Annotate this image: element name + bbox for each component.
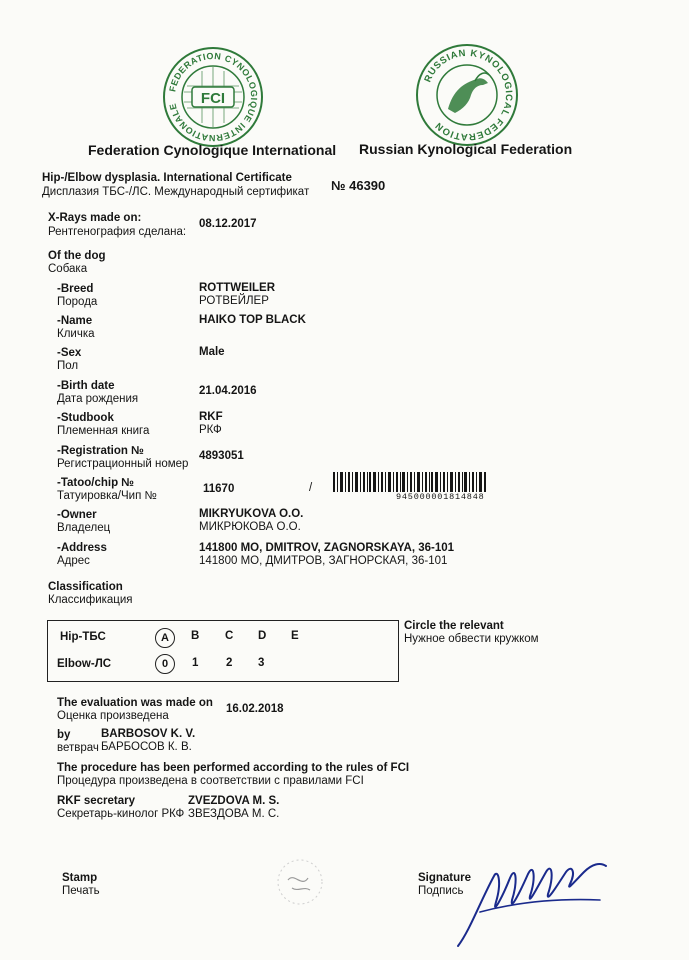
circle-note-ru: Нужное обвести кружком <box>404 633 539 645</box>
elbow-grade-0-circled: 0 <box>155 654 175 674</box>
birth-label-ru: Дата рождения <box>57 393 139 405</box>
registration-label-en: -Registration № <box>57 445 144 457</box>
registration-value-en: 4893051 <box>199 450 244 462</box>
signature-label-en: Signature <box>418 872 472 884</box>
procedure-en: The procedure has been performed according to the rules of FCI <box>57 762 410 774</box>
by-label-ru: ветврач <box>57 742 99 754</box>
evaluation-label-en: The evaluation was made on <box>57 697 213 709</box>
circle-note-en: Circle the relevant <box>404 620 504 632</box>
vet-name-en: BARBOSOV K. V. <box>101 728 196 740</box>
fci-name: Federation Cynologique International <box>88 142 337 158</box>
breed-label-en: -Breed <box>57 283 94 295</box>
vet-name-ru: БАРБОСОВ К. В. <box>101 741 192 753</box>
fci-center-text: FCI <box>200 90 226 107</box>
xray-date: 08.12.2017 <box>199 218 257 230</box>
tattoo-label-ru: Татуировка/Чип № <box>57 490 157 502</box>
stamp-label-en: Stamp <box>62 872 98 884</box>
by-label-en: by <box>57 729 71 741</box>
certificate-title-ru: Дисплазия ТБС-/ЛС. Международный сертификат <box>42 186 310 198</box>
birth-label-en: -Birth date <box>57 380 115 392</box>
owner-label-en: -Owner <box>57 509 97 521</box>
address-label-en: -Address <box>57 542 107 554</box>
chip-number: 945000001814848 <box>396 492 485 502</box>
hip-grade-b: B <box>191 630 200 642</box>
evaluation-label-ru: Оценка произведена <box>57 710 169 722</box>
breed-value-en: ROTTWEILER <box>199 282 276 294</box>
owner-label-ru: Владелец <box>57 522 111 534</box>
sex-label-ru: Пол <box>57 360 79 372</box>
hip-grade-a-circled: A <box>155 628 175 648</box>
breed-label-ru: Порода <box>57 296 98 308</box>
classification-heading-en: Classification <box>48 581 123 593</box>
rkf-name: Russian Kynological Federation <box>359 141 573 157</box>
secretary-label-en: RKF secretary <box>57 795 135 807</box>
signature-label-ru: Подпись <box>418 885 464 897</box>
classification-box <box>47 620 399 682</box>
elbow-label: Elbow-ЛС <box>57 658 112 670</box>
procedure-ru: Процедура произведена в соответствии с правилами FCI <box>57 775 364 787</box>
stamp-mark <box>270 858 330 906</box>
secretary-name-en: ZVEZDOVA M. S. <box>188 795 280 807</box>
tattoo-separator: / <box>309 482 313 494</box>
certificate-number: № 46390 <box>331 178 386 193</box>
fci-ring-text: FEDERATION CYNOLOGIQUE INTERNATIONALE <box>167 50 260 144</box>
tattoo-value: 11670 <box>203 483 235 495</box>
evaluation-date: 16.02.2018 <box>226 703 284 715</box>
xray-label-ru: Рентгенография сделана: <box>48 226 187 238</box>
fci-logo <box>162 46 264 148</box>
address-label-ru: Адрес <box>57 555 90 567</box>
chip-barcode <box>333 472 487 492</box>
dog-heading-en: Of the dog <box>48 250 106 262</box>
registration-label-ru: Регистрационный номер <box>57 458 189 470</box>
hip-grade-d: D <box>258 630 267 642</box>
rkf-logo <box>415 43 519 147</box>
name-label-en: -Name <box>57 315 93 327</box>
xray-label-en: X-Rays made on: <box>48 212 142 224</box>
owner-value-ru: МИКРЮКОВА О.О. <box>199 521 301 533</box>
hip-label: Hip-ТБС <box>60 631 106 643</box>
name-label-ru: Кличка <box>57 328 95 340</box>
studbook-label-en: -Studbook <box>57 412 114 424</box>
studbook-label-ru: Племенная книга <box>57 425 150 437</box>
studbook-value-en: RKF <box>199 411 223 423</box>
sex-label-en: -Sex <box>57 347 82 359</box>
secretary-label-ru: Секретарь-кинолог РКФ <box>57 808 185 820</box>
hip-grade-e: E <box>291 630 299 642</box>
breed-value-ru: РОТВЕЙЛЕР <box>199 295 269 307</box>
elbow-grade-3: 3 <box>258 657 265 669</box>
certificate-title-en: Hip-/Elbow dysplasia. International Certificate <box>42 172 292 184</box>
address-value-en: 141800 MO, DMITROV, ZAGNORSKAYA, 36-101 <box>199 542 455 554</box>
elbow-grade-1: 1 <box>192 657 199 669</box>
owner-value-en: MIKRYUKOVA O.O. <box>199 508 304 520</box>
hip-grade-c: C <box>225 630 234 642</box>
elbow-grade-2: 2 <box>226 657 233 669</box>
sex-value-en: Male <box>199 346 225 358</box>
stamp-label-ru: Печать <box>62 885 100 897</box>
dog-heading-ru: Собака <box>48 263 88 275</box>
secretary-name-ru: ЗВЕЗДОВА М. С. <box>188 808 280 820</box>
studbook-value-ru: РКФ <box>199 424 222 436</box>
name-value-en: HAIKO TOP BLACK <box>199 314 306 326</box>
tattoo-label-en: -Tatoo/chip № <box>57 477 135 489</box>
rkf-ring-text: RUSSIAN KYNOLOGICAL FEDERATION <box>422 47 515 143</box>
handwritten-signature <box>450 842 610 952</box>
classification-heading-ru: Классификация <box>48 594 133 606</box>
birth-value-en: 21.04.2016 <box>199 385 257 397</box>
address-value-ru: 141800 МО, ДМИТРОВ, ЗАГНОРСКАЯ, 36-101 <box>199 555 448 567</box>
